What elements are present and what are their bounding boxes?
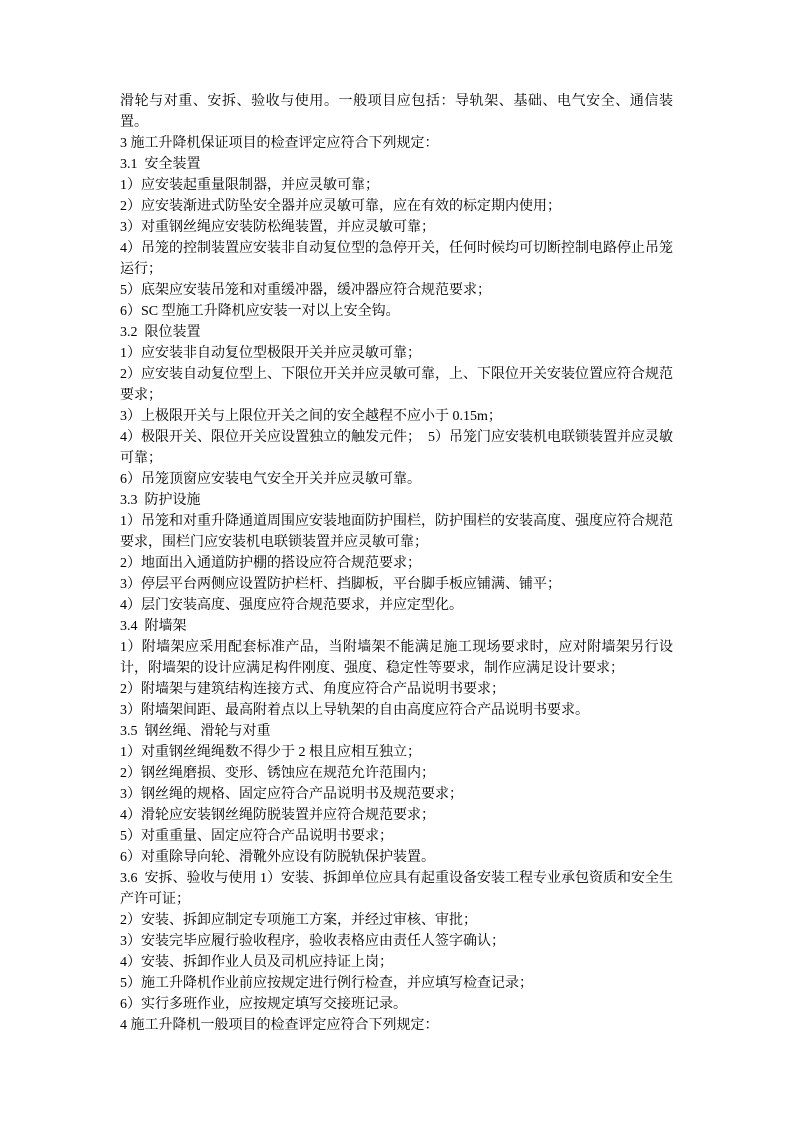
heading-clause-4: 4 施工升降机一般项目的检查评定应符合下列规定： [120,1018,439,1033]
list-item: 3）对重钢丝绳应安装防松绳装置，并应灵敏可靠； [120,220,435,235]
heading-section-3-5: 3.5 钢丝绳、滑轮与对重 [120,724,271,739]
list-item: 4）层门安装高度、强度应符合规范要求，并应定型化。 [120,598,463,613]
list-item: 4）安装、拆卸作业人员及司机应持证上岗； [120,955,393,970]
list-item: 2）应安装渐进式防坠安全器并应灵敏可靠，应在有效的标定期内使用； [120,199,561,214]
list-item: 3）安装完毕应履行验收程序，验收表格应由责任人签字确认； [120,934,505,949]
list-item: 3）钢丝绳的规格、固定应符合产品说明书及规范要求； [120,787,463,802]
heading-clause-3: 3 施工升降机保证项目的检查评定应符合下列规定： [120,136,439,151]
list-item: 6）对重除导向轮、滑靴外应设有防脱轨保护装置。 [120,850,435,865]
document-text-block [120,91,673,1036]
heading-section-3-4: 3.4 附墙架 [120,619,187,634]
list-item: 3）停层平台两侧应设置防护栏杆、挡脚板，平台脚手板应铺满、铺平； [120,577,561,592]
list-item: 5）施工升降机作业前应按规定进行例行检查，并应填写检查记录； [120,976,533,991]
body-text-continuation: 滑轮与对重、安拆、验收与使用。一般项目应包括：导轨架、基础、电气安全、通信装置。 [120,94,673,130]
list-item: 4）吊笼的控制装置应安装非自动复位型的急停开关，任何时候均可切断控制电路停止吊笼运行； [120,241,673,277]
list-item: 5）底架应安装吊笼和对重缓冲器，缓冲器应符合规范要求； [120,283,491,298]
list-item: 2）安装、拆卸应制定专项施工方案，并经过审核、审批； [120,913,477,928]
heading-section-3-2: 3.2 限位装置 [120,325,201,340]
list-item: 2）地面出入通道防护棚的搭设应符合规范要求； [120,556,421,571]
list-item: 1）应安装起重量限制器，并应灵敏可靠； [120,178,379,193]
list-item: 2）应安装自动复位型上、下限位开关并应灵敏可靠，上、下限位开关安装位置应符合规范要求； [120,367,673,403]
list-item: 1）附墙架应采用配套标准产品，当附墙架不能满足施工现场要求时，应对附墙架另行设计，附墙架的设计应满足构件刚度、强度、稳定性等要求，制作应满足设计要求； [120,640,673,676]
list-item: 6）实行多班作业，应按规定填写交接班记录。 [120,997,407,1012]
list-item: 1）对重钢丝绳绳数不得少于 2 根且应相互独立； [120,745,421,760]
list-item: 2）附墙架与建筑结构连接方式、角度应符合产品说明书要求； [120,682,505,697]
list-item: 6）吊笼顶窗应安装电气安全开关并应灵敏可靠。 [120,472,421,487]
list-item: 3）上极限开关与上限位开关之间的安全越程不应小于 0.15m； [120,409,502,424]
list-item: 4）极限开关、限位开关应设置独立的触发元件； 5）吊笼门应安装机电联锁装置并应灵敏可靠； [120,430,673,466]
list-item: 3）附墙架间距、最高附着点以上导轨架的自由高度应符合产品说明书要求。 [120,703,589,718]
heading-section-3-1: 3.1 安全装置 [120,157,201,172]
list-item: 4）滑轮应安装钢丝绳防脱装置并应符合规范要求； [120,808,435,823]
list-item: 2）钢丝绳磨损、变形、锈蚀应在规范允许范围内； [120,766,435,781]
heading-section-3-3: 3.3 防护设施 [120,493,201,508]
heading-section-3-6-with-item: 3.6 安拆、验收与使用 1）安装、拆卸单位应具有起重设备安装工程专业承包资质和安全生产许可证； [120,871,673,907]
list-item: 5）对重重量、固定应符合产品说明书要求； [120,829,393,844]
list-item: 1）应安装非自动复位型极限开关并应灵敏可靠； [120,346,421,361]
list-item: 1）吊笼和对重升降通道周围应安装地面防护围栏，防护围栏的安装高度、强度应符合规范要求，围栏门应安装机电联锁装置并应灵敏可靠； [120,514,673,550]
list-item: 6）SC 型施工升降机应安装一对以上安全钩。 [120,304,400,319]
